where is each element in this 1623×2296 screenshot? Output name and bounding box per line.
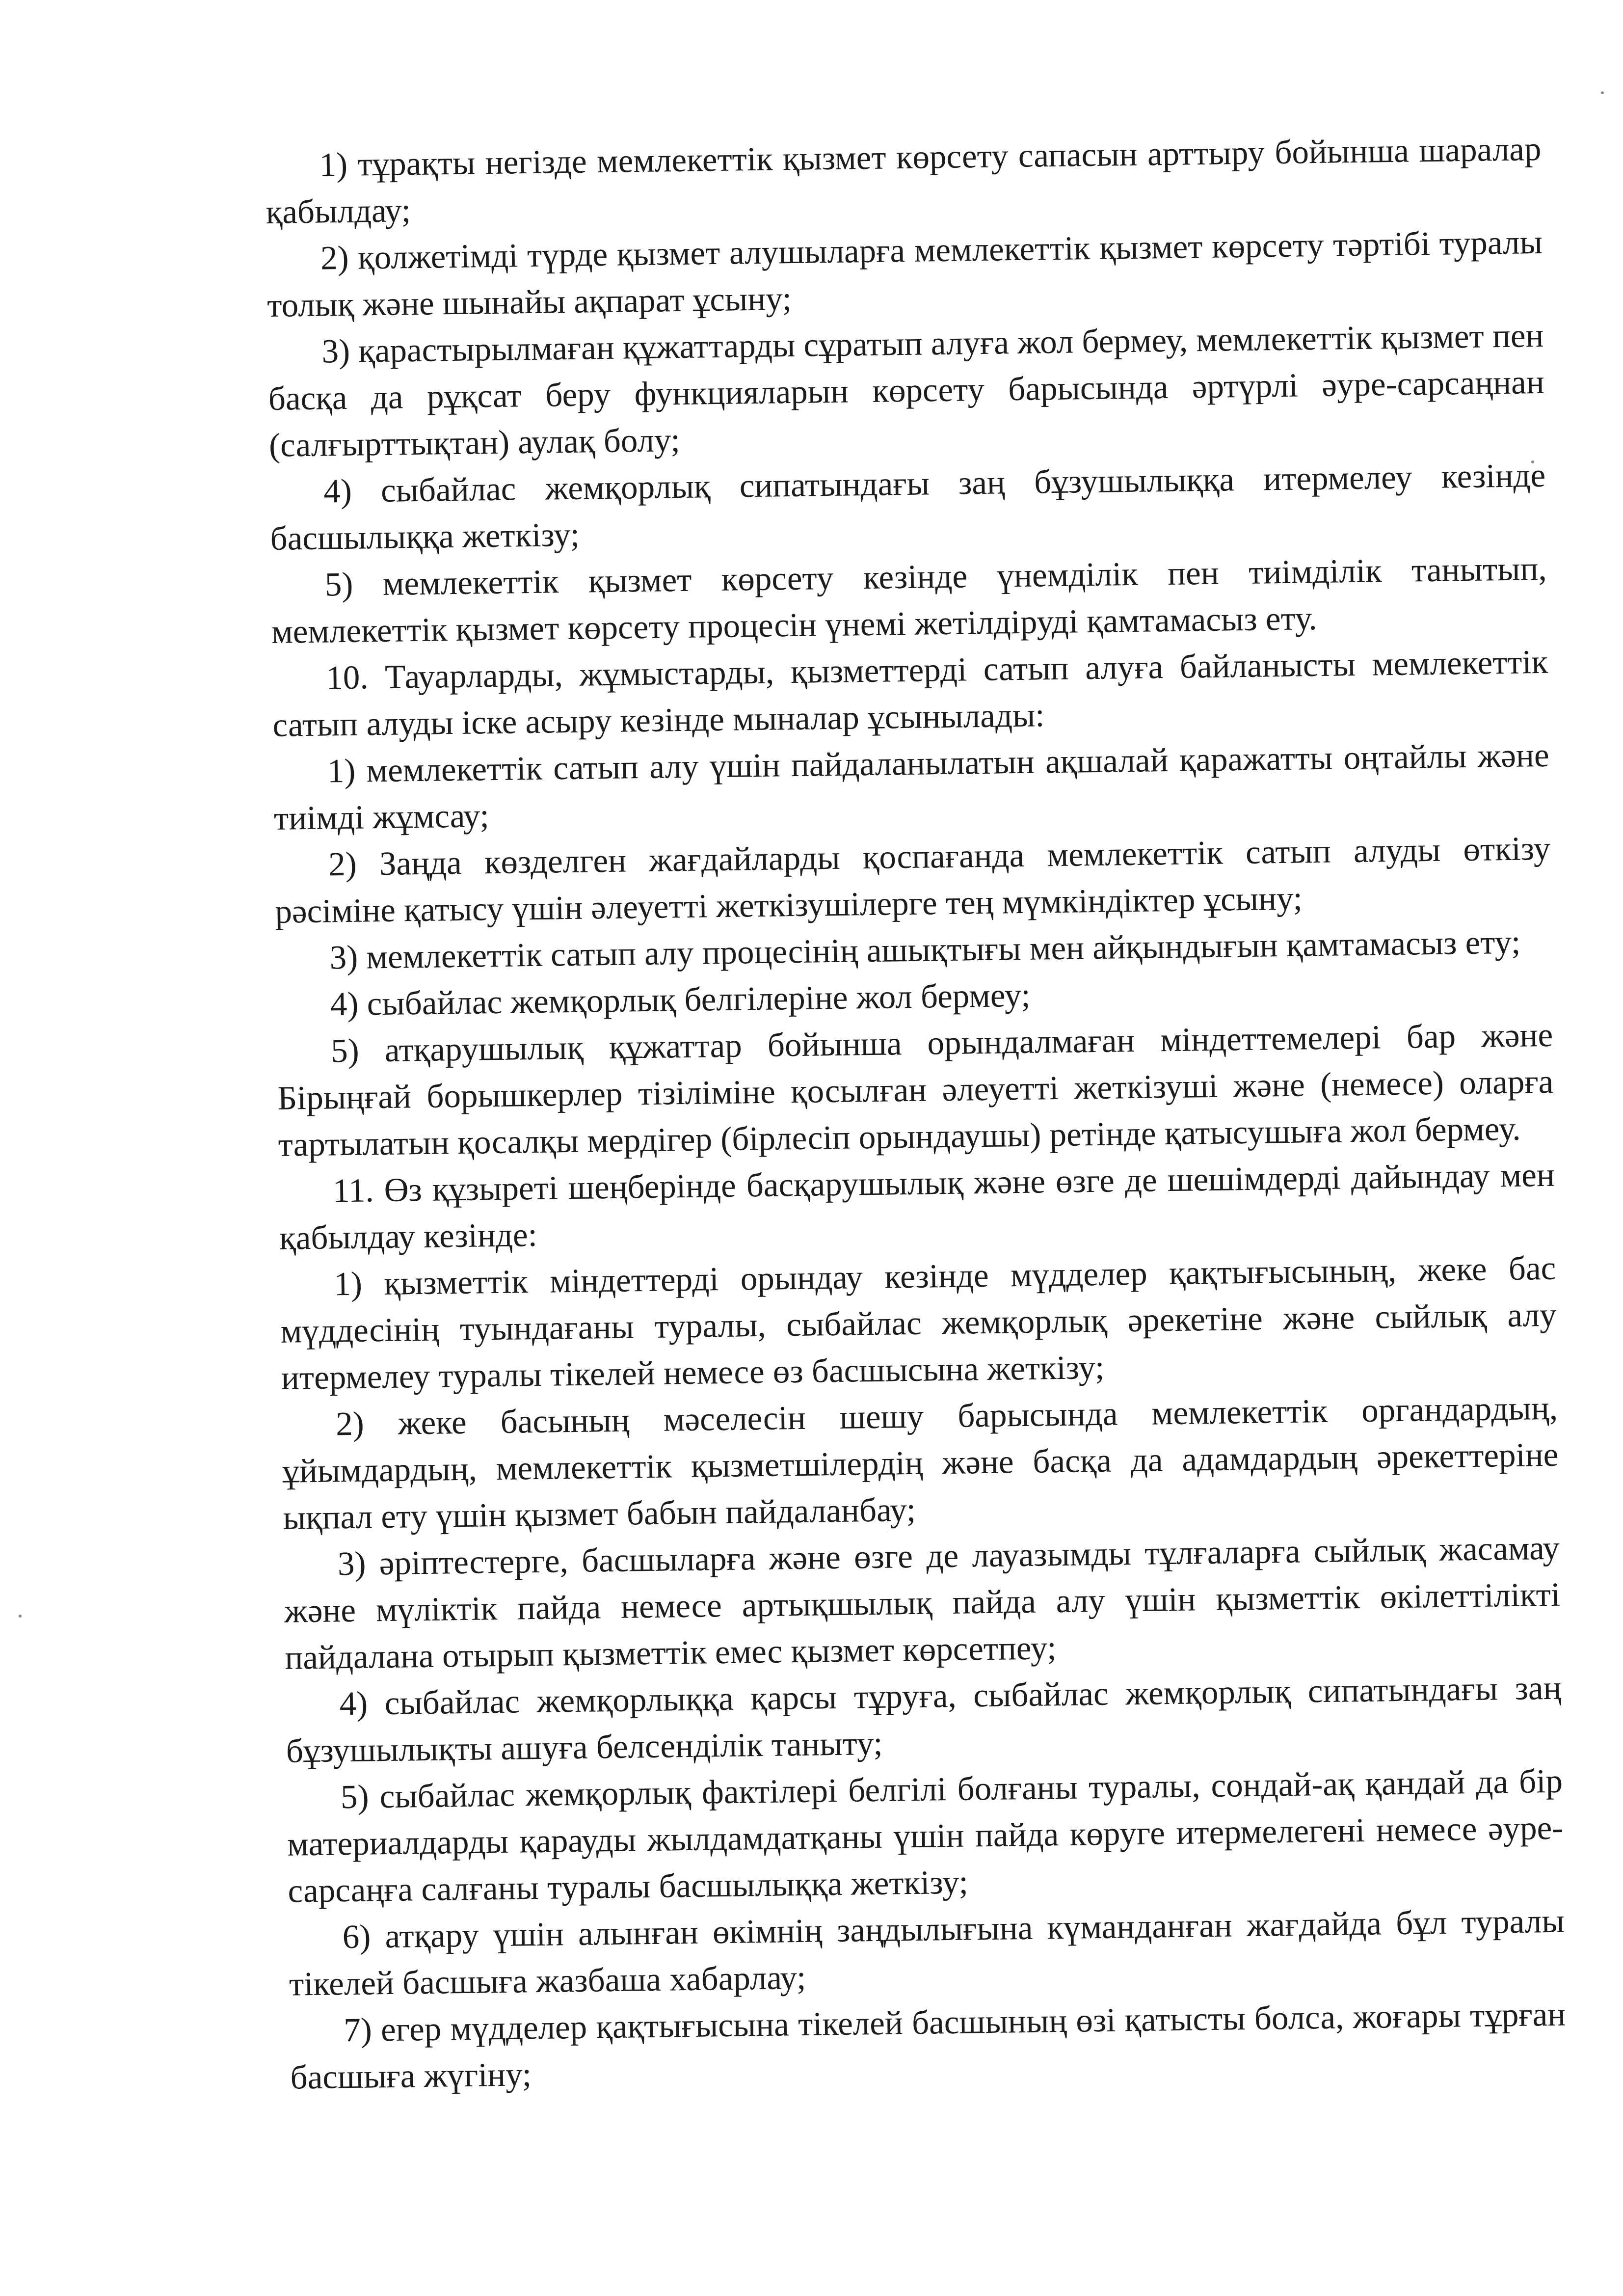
paragraph: 3) әріптестерге, басшыларға және өзге де лауазымды тұлғаларға сыйлық жасамау және мүліктік пайда немесе артықшылық пайда алу үшін қызметтік өкілеттілікті пайдалана отырып қызметтік емес қызмет көрсетпеу; (284, 1529, 1561, 1676)
section-paragraph: 11. Өз құзыреті шеңберінде басқарушылық және өзге де шешімдерді дайындау мен қабылдау кезінде: (279, 1156, 1555, 1257)
paragraph: 5) атқарушылық құжаттар бойынша орындалмаған міндеттемелері бар және Бірыңғай борышкерлер тізіліміне қосылған әлеуетті жеткізуші және (немесе) оларға тартылатын қосалқы мердігер (бірлесіп орындаушы) ретінде қатысушыға жол бермеу. (277, 1016, 1554, 1163)
paragraph: 7) егер мүдделер қақтығысына тікелей басшының өзі қатысты болса, жоғары тұрған басшыға жүгіну; (290, 1995, 1566, 2096)
paragraph: 2) жеке басының мәселесін шешу барысында мемлекеттік органдардың, ұйымдардың, мемлекеттік қызметшілердің және басқа да адамдардың әрекеттеріне ықпал ету үшін қызмет бабын пайдаланбау; (282, 1389, 1559, 1537)
paragraph: 5) сыбайлас жемқорлық фактілері белгілі болғаны туралы, сондай-ақ қандай да бір материалдарды қарауды жылдамдатқаны үшін пайда көруге итермелегені немесе әуре-сарсаңға салғаны туралы басшылыққа жеткізу; (287, 1762, 1564, 1910)
paragraph: 2) Заңда көзделген жағдайларды қоспағанда мемлекеттік сатып алуды өткізу рәсіміне қатысу үшін әлеуетті жеткізушілерге тең мүмкіндіктер ұсыну; (275, 829, 1551, 930)
paragraph: 4) сыбайлас жемқорлыққа қарсы тұруға, сыбайлас жемқорлық сипатындағы заң бұзушылықты ашуға белсенділік таныту; (286, 1669, 1562, 1770)
section-paragraph: 10. Тауарларды, жұмыстарды, қызметтерді сатып алуға байланысты мемлекеттік сатып алуды іске асыру кезінде мыналар ұсынылады: (272, 643, 1548, 744)
scan-speck (1601, 91, 1604, 94)
paragraph: 4) сыбайлас жемқорлық белгілеріне жол бермеу; (330, 976, 1031, 1023)
paragraph: 1) тұрақты негізде мемлекеттік қызмет көрсету сапасын арттыру бойынша шаралар қабылдау; (266, 130, 1542, 231)
paragraph: 3) қарастырылмаған құжаттарды сұратып алуға жол бермеу, мемлекеттік қызмет пен басқа да рұқсат беру функцияларын көрсету барысында әртүрлі әуре-сарсаңнан (салғырттықтан) аулақ болу; (268, 316, 1545, 464)
paragraph: 1) қызметтік міндеттерді орындау кезінде мүдделер қақтығысының, жеке бас мүддесінің туындағаны туралы, сыбайлас жемқорлық әрекетіне және сыйлық алу итермелеу туралы тікелей немесе өз басшысына жеткізу; (280, 1249, 1557, 1397)
document-body (265, 126, 1567, 2101)
paragraph: 6) атқару үшін алынған өкімнің заңдылығына күманданған жағдайда бұл туралы тікелей басшыға жазбаша хабарлау; (289, 1902, 1565, 2003)
scan-speck (19, 1615, 22, 1618)
paragraph: 3) мемлекеттік сатып алу процесінің ашықтығы мен айқындығын қамтамасыз ету; (329, 923, 1521, 976)
paragraph: 1) мемлекеттік сатып алу үшін пайдаланылатын ақшалай қаражатты оңтайлы және тиімді жұмсау; (273, 736, 1550, 837)
paragraph: 4) сыбайлас жемқорлық сипатындағы заң бұзушылыққа итермелеу кезінде басшылыққа жеткізу; (270, 456, 1546, 557)
paragraph: 2) қолжетімді түрде қызмет алушыларға мемлекеттік қызмет көрсету тәртібі туралы толық және шынайы ақпарат ұсыну; (266, 223, 1543, 324)
paragraph: 5) мемлекеттік қызмет көрсету кезінде үнемділік пен тиімділік танытып, мемлекеттік қызмет көрсету процесін үнемі жетілдіруді қамтамасыз ету. (271, 549, 1547, 650)
